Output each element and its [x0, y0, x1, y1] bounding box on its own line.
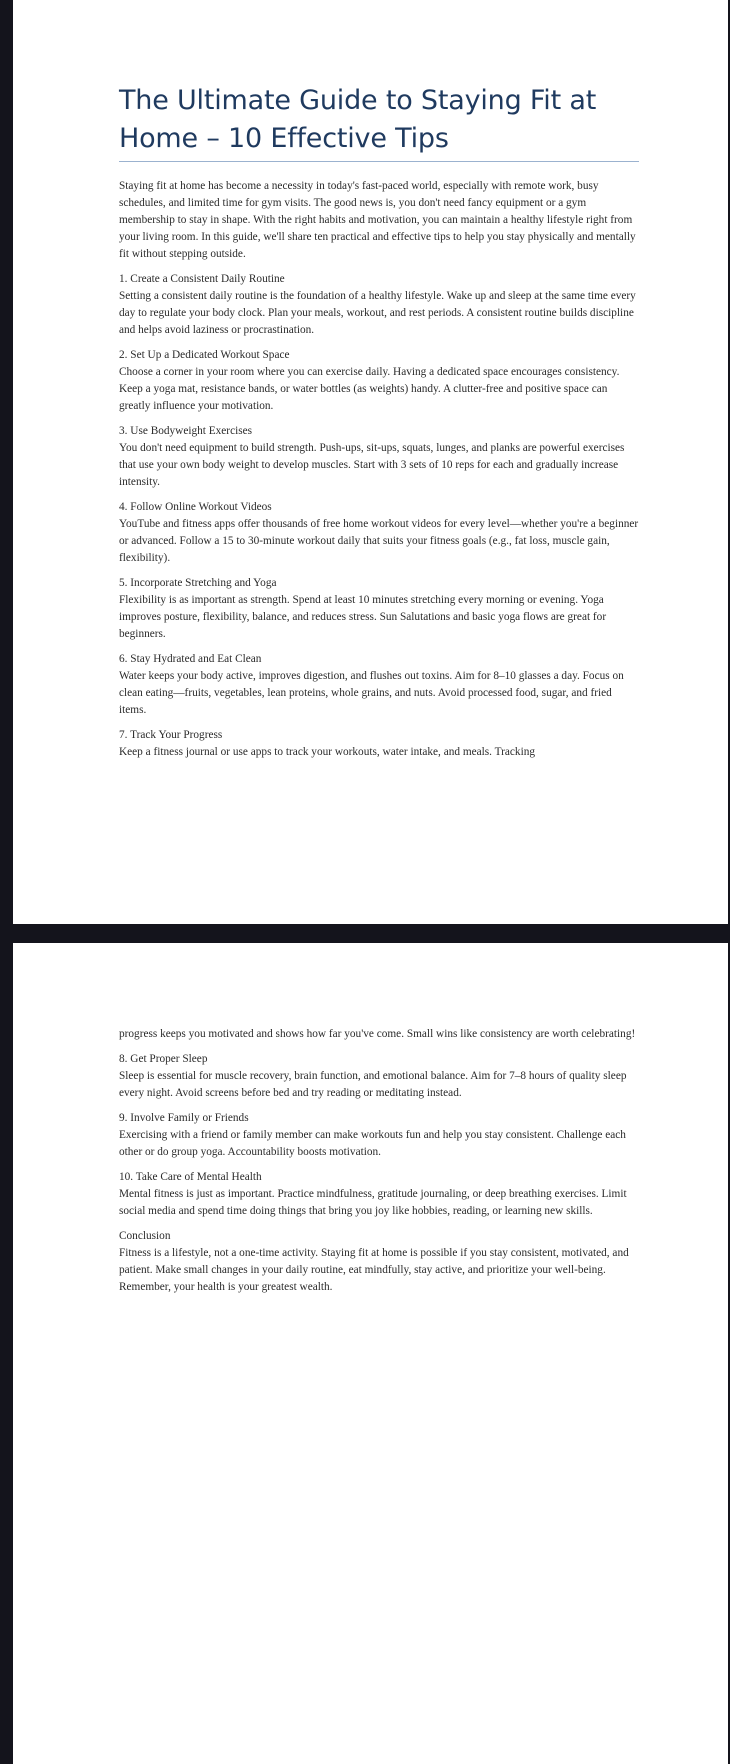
- page-1-content: [119, 82, 639, 769]
- document-page-2: [13, 943, 728, 1764]
- section-heading: 7. Track Your Progress: [119, 729, 223, 741]
- section-routine: [119, 271, 639, 339]
- section-sleep: [119, 1051, 639, 1102]
- document-page-1: [13, 0, 728, 924]
- section-conclusion: [119, 1228, 639, 1296]
- section-hydration: [119, 651, 639, 719]
- section-body: You don't need equipment to build strength. Push-ups, sit-ups, squats, lunges, and planks are powerful exercises that use your own body weight to develop muscles. Start with 3 sets of 10 reps for each and gradually increase intensity.: [119, 442, 625, 488]
- section-stretching-yoga: [119, 575, 639, 643]
- section-heading: 3. Use Bodyweight Exercises: [119, 425, 253, 437]
- section-body: Setting a consistent daily routine is the foundation of a healthy lifestyle. Wake up and sleep at the same time every day to regulate your body clock. Plan your meals, workout, and rest periods. A consistent routine builds discipline and helps avoid laziness or procrastination.: [119, 290, 636, 336]
- page-separator: [0, 924, 730, 943]
- section-body: Sleep is essential for muscle recovery, brain function, and emotional balance. Aim for 7–8 hours of quality sleep every night. Avoid screens before bed and try reading or meditating instead.: [119, 1070, 627, 1099]
- viewer-left-edge: [0, 0, 13, 1764]
- section-workout-space: [119, 347, 639, 415]
- section-heading: 9. Involve Family or Friends: [119, 1112, 249, 1124]
- section-family-friends: [119, 1110, 639, 1161]
- continued-paragraph: progress keeps you motivated and shows how far you've come. Small wins like consistency are worth celebrating!: [119, 1028, 636, 1040]
- intro-paragraph: Staying fit at home has become a necessity in today's fast-paced world, especially with remote work, busy schedules, and limited time for gym visits. The good news is, you don't need fancy equipment or a gym membership to stay in shape. With the right habits and motivation, you can maintain a healthy lifestyle right from your living room. In this guide, we'll share ten practical and effective tips to help you stay physically and mentally fit without stepping outside.: [119, 180, 636, 260]
- section-heading: 2. Set Up a Dedicated Workout Space: [119, 349, 290, 361]
- section-body: Keep a fitness journal or use apps to track your workouts, water intake, and meals. Tracking: [119, 746, 535, 758]
- page-2-content: [119, 1026, 639, 1304]
- section-heading: Conclusion: [119, 1230, 171, 1242]
- section-body: Fitness is a lifestyle, not a one-time activity. Staying fit at home is possible if you stay consistent, motivated, and patient. Make small changes in your daily routine, eat mindfully, stay active, and prioritize your well-being. Remember, your health is your greatest wealth.: [119, 1247, 629, 1293]
- section-heading: 4. Follow Online Workout Videos: [119, 501, 272, 513]
- section-body: Exercising with a friend or family member can make workouts fun and help you stay consistent. Challenge each other or do group yoga. Accountability boosts motivation.: [119, 1129, 626, 1158]
- section-heading: 10. Take Care of Mental Health: [119, 1171, 262, 1183]
- section-heading: 1. Create a Consistent Daily Routine: [119, 273, 285, 285]
- section-track-progress: [119, 727, 639, 761]
- section-body: Choose a corner in your room where you can exercise daily. Having a dedicated space encourages consistency. Keep a yoga mat, resistance bands, or water bottles (as weights) handy. A clutter-free and positive space can greatly influence your motivation.: [119, 366, 620, 412]
- section-body: YouTube and fitness apps offer thousands of free home workout videos for every level—whether you're a beginner or advanced. Follow a 15 to 30-minute workout daily that suits your fitness goals (e.g., fat loss, muscle gain, flexibility).: [119, 518, 639, 564]
- section-heading: 8. Get Proper Sleep: [119, 1053, 208, 1065]
- section-body: Flexibility is as important as strength. Spend at least 10 minutes stretching every morning or evening. Yoga improves posture, flexibility, balance, and reduces stress. Sun Salutations and basic yoga flows are great for beginners.: [119, 594, 607, 640]
- section-heading: 5. Incorporate Stretching and Yoga: [119, 577, 277, 589]
- document-title: The Ultimate Guide to Staying Fit at Home – 10 Effective Tips: [119, 82, 639, 162]
- section-online-videos: [119, 499, 639, 567]
- section-body: Water keeps your body active, improves digestion, and flushes out toxins. Aim for 8–10 glasses a day. Focus on clean eating—fruits, vegetables, lean proteins, whole grains, and nuts. Avoid processed food, sugar, and fried items.: [119, 670, 624, 716]
- section-bodyweight: [119, 423, 639, 491]
- section-body: Mental fitness is just as important. Practice mindfulness, gratitude journaling, or deep breathing exercises. Limit social media and spend time doing things that bring you joy like hobbies, reading, or learning new skills.: [119, 1188, 627, 1217]
- section-mental-health: [119, 1169, 639, 1220]
- section-heading: 6. Stay Hydrated and Eat Clean: [119, 653, 262, 665]
